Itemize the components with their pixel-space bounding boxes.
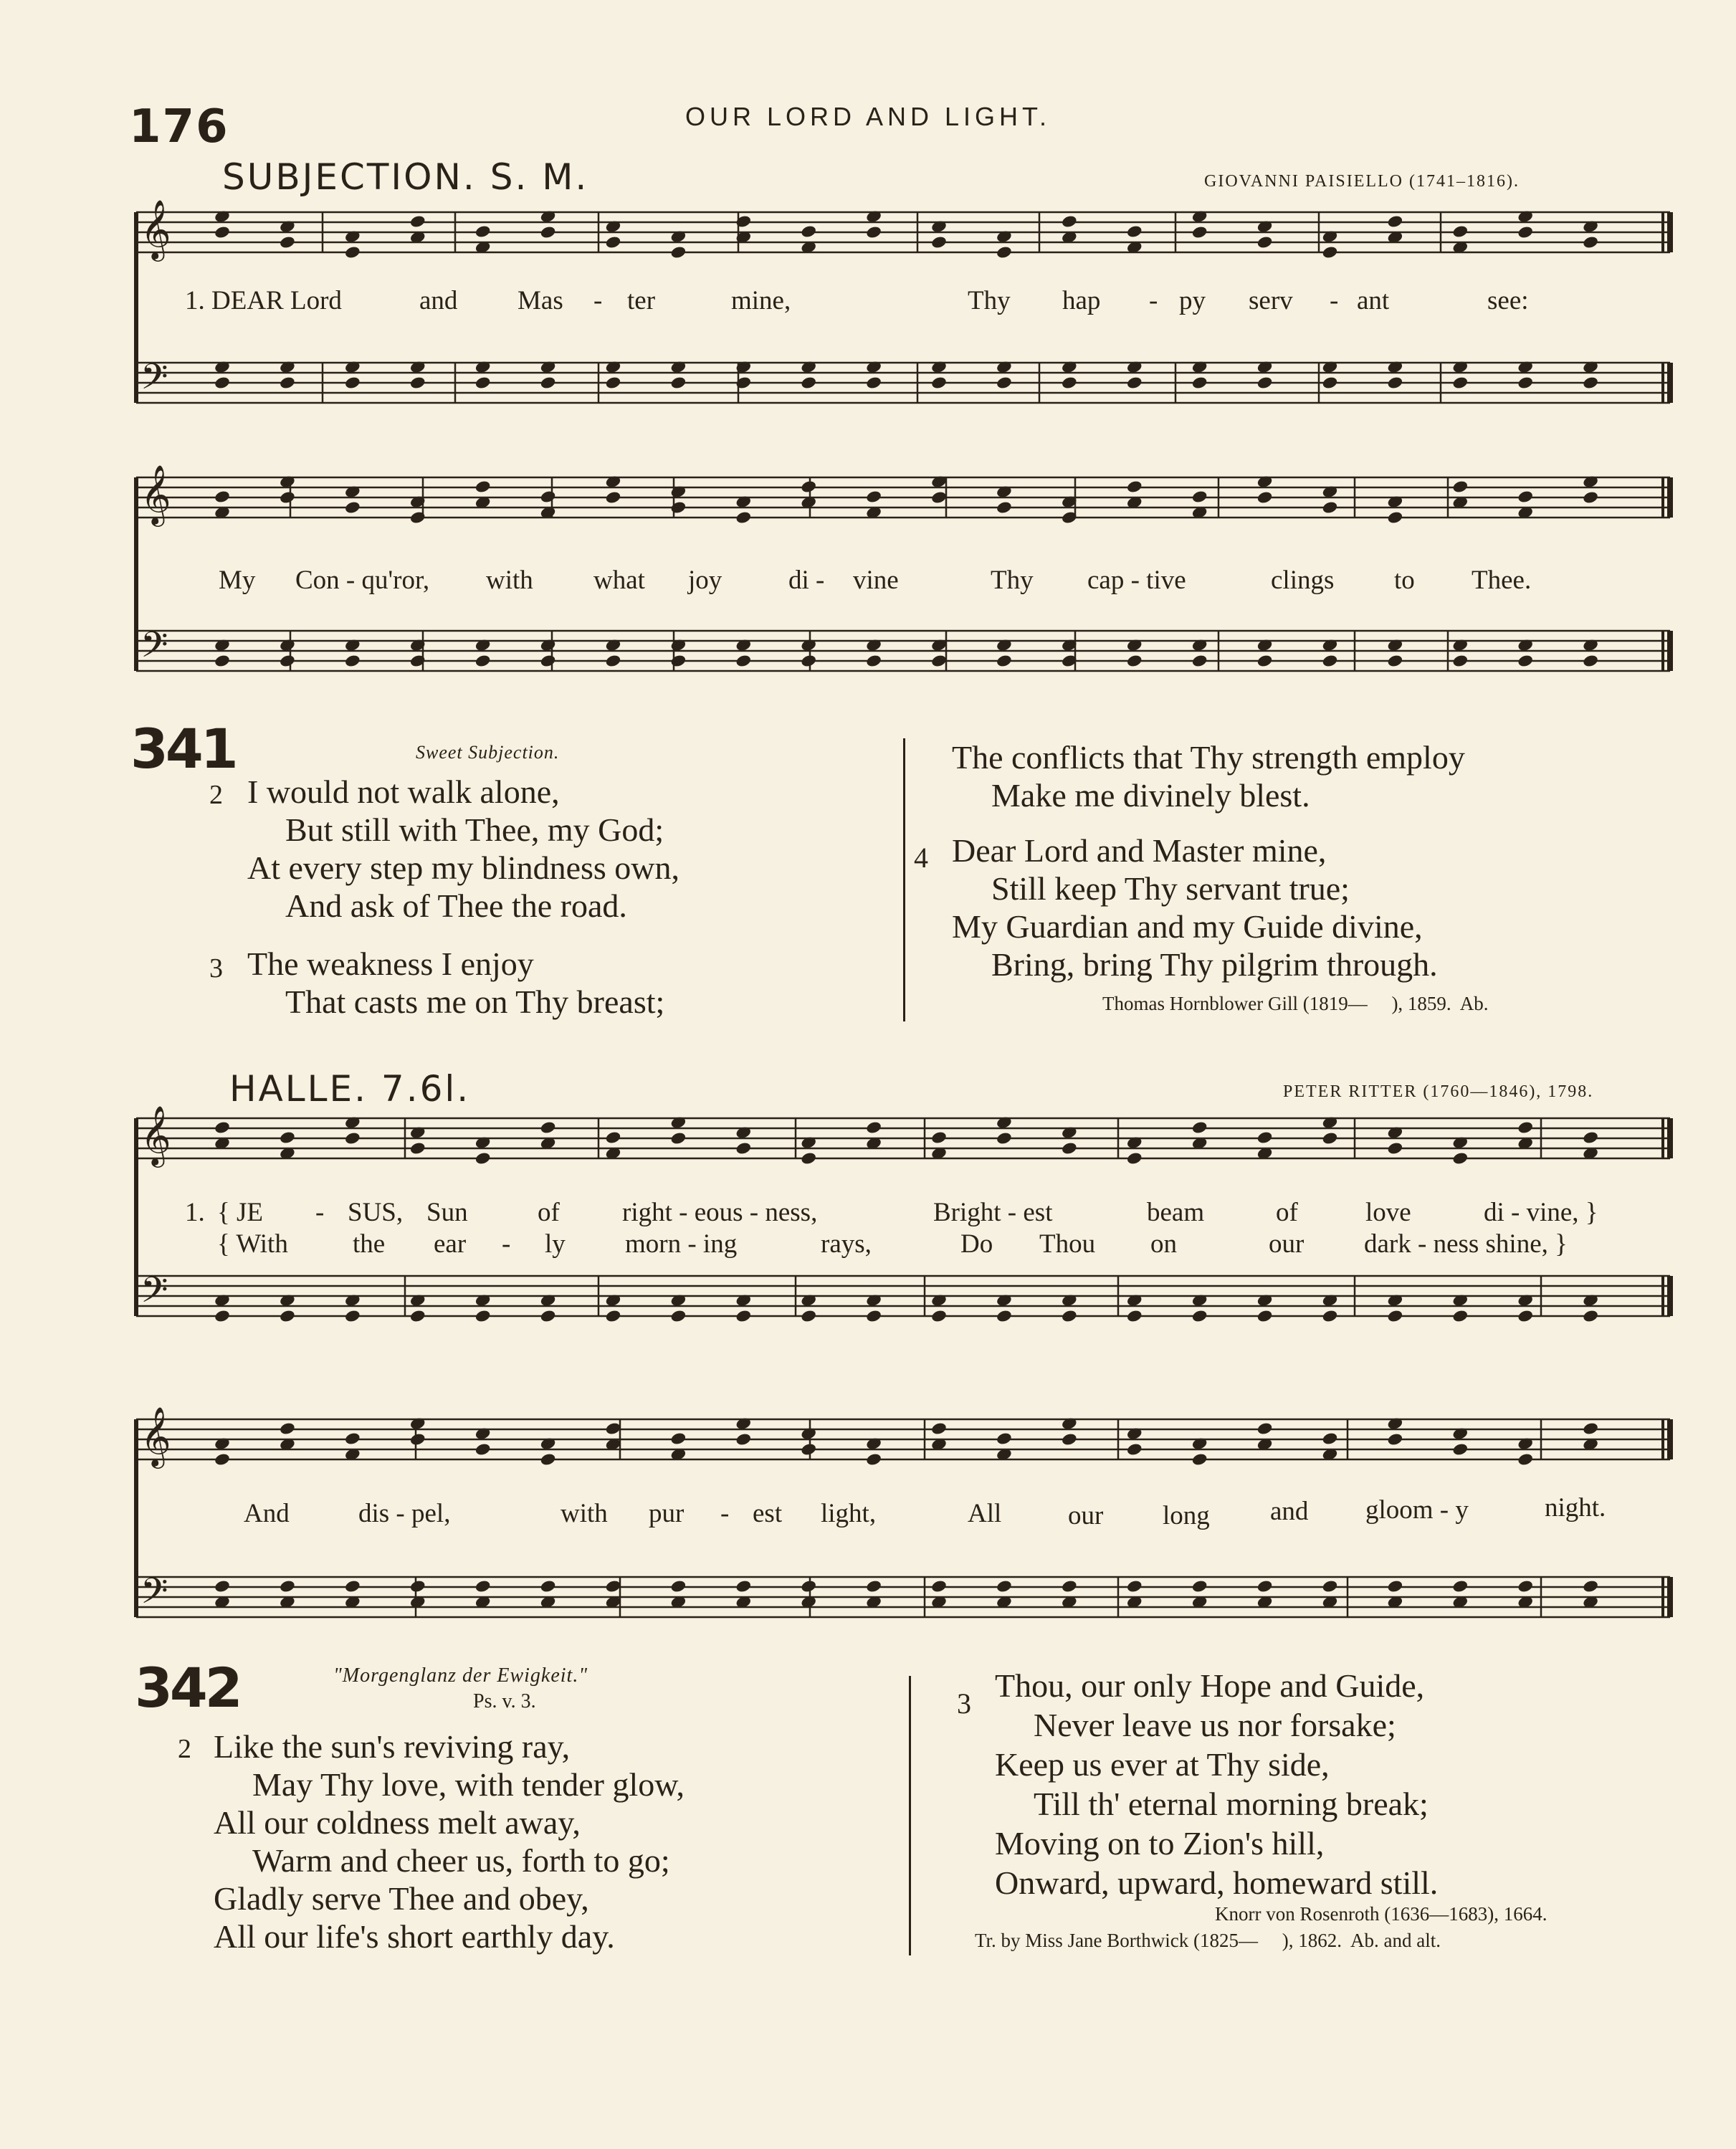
treble-clef: 𝄞 bbox=[140, 1105, 171, 1165]
lyric-syllable: morn - ing bbox=[625, 1229, 738, 1259]
notehead bbox=[1126, 1442, 1143, 1457]
verse-number: 2 bbox=[178, 1734, 191, 1764]
notehead bbox=[214, 490, 231, 504]
notehead bbox=[1256, 1421, 1274, 1436]
verse-line: All our coldness melt away, bbox=[214, 1804, 581, 1841]
notehead bbox=[670, 245, 687, 259]
notehead bbox=[1126, 654, 1143, 668]
notehead bbox=[1191, 490, 1208, 504]
lyric-syllable: of bbox=[1276, 1198, 1298, 1227]
notehead bbox=[279, 235, 296, 249]
notehead bbox=[670, 376, 687, 390]
lyric-syllable: py bbox=[1179, 286, 1206, 315]
notehead bbox=[540, 490, 557, 504]
notehead bbox=[670, 1579, 687, 1593]
verse-line: May Thy love, with tender glow, bbox=[252, 1766, 685, 1803]
notehead bbox=[1517, 376, 1534, 390]
notehead bbox=[865, 1452, 882, 1467]
notehead bbox=[1191, 654, 1208, 668]
verse-line: And ask of Thee the road. bbox=[285, 887, 627, 924]
notehead bbox=[1061, 214, 1078, 229]
notehead bbox=[1126, 1579, 1143, 1593]
author-credit-342: Knorr von Rosenroth (1636—1683), 1664. bbox=[1215, 1903, 1547, 1925]
notehead bbox=[1061, 376, 1078, 390]
notehead bbox=[800, 1151, 817, 1166]
notehead bbox=[1061, 1579, 1078, 1593]
verse-line: Like the sun's reviving ray, bbox=[214, 1728, 571, 1765]
notehead bbox=[1126, 376, 1143, 390]
notehead bbox=[409, 1579, 426, 1593]
notehead bbox=[474, 654, 492, 668]
notehead bbox=[1387, 1309, 1404, 1323]
notehead bbox=[605, 376, 622, 390]
tune-composer-halle: PETER RITTER (1760—1846), 1798. bbox=[1283, 1082, 1594, 1101]
lyric-syllable: gloom - y bbox=[1365, 1495, 1469, 1525]
notehead bbox=[1451, 224, 1469, 239]
notehead bbox=[279, 1421, 296, 1436]
notehead bbox=[1517, 225, 1534, 239]
notehead bbox=[996, 654, 1013, 668]
notehead bbox=[1387, 214, 1404, 229]
lyric-syllable: ant bbox=[1357, 286, 1390, 315]
tune-title-subjection: SUBJECTION. S. M. bbox=[222, 156, 589, 198]
lyric-syllable: - bbox=[502, 1229, 511, 1259]
notehead bbox=[474, 1309, 492, 1323]
notehead bbox=[1517, 1579, 1534, 1593]
notehead bbox=[1126, 480, 1143, 494]
page-number: 176 bbox=[129, 100, 229, 153]
notehead bbox=[1256, 654, 1274, 668]
lyric-syllable: our bbox=[1269, 1229, 1305, 1259]
author-credit-341: Thomas Hornblower Gill (1819— ), 1859. Ab. bbox=[1102, 993, 1489, 1014]
notehead bbox=[214, 654, 231, 668]
verse-line: That casts me on Thy breast; bbox=[285, 983, 665, 1020]
lyric-syllable: beam bbox=[1147, 1198, 1205, 1227]
lyric-syllable: right - eous - ness, bbox=[622, 1198, 818, 1227]
lyric-syllable: long bbox=[1163, 1501, 1210, 1530]
lyric-syllable: cap - tive bbox=[1087, 566, 1186, 595]
notehead bbox=[1061, 1141, 1078, 1155]
notehead bbox=[735, 654, 752, 668]
lyric-syllable: night. bbox=[1545, 1493, 1606, 1523]
notehead bbox=[1517, 1309, 1534, 1323]
verse-number: 4 bbox=[914, 842, 928, 874]
notehead bbox=[865, 1579, 882, 1593]
notehead bbox=[1387, 1432, 1404, 1447]
notehead bbox=[540, 654, 557, 668]
lyric-syllable: hap bbox=[1062, 286, 1101, 315]
notehead bbox=[605, 490, 622, 505]
notehead bbox=[1582, 235, 1599, 249]
verse-line: At every step my blindness own, bbox=[247, 849, 680, 886]
notehead bbox=[735, 1579, 752, 1593]
notehead bbox=[800, 1442, 817, 1457]
notehead bbox=[670, 1309, 687, 1323]
notehead bbox=[930, 376, 948, 390]
lyric-syllable: Thy bbox=[991, 566, 1034, 595]
notehead bbox=[1126, 1151, 1143, 1166]
notehead bbox=[409, 1432, 426, 1447]
lyric-syllable: - bbox=[315, 1198, 325, 1227]
notehead bbox=[1256, 235, 1274, 249]
notehead bbox=[865, 1120, 882, 1135]
notehead bbox=[540, 1309, 557, 1323]
notehead bbox=[1582, 376, 1599, 390]
notehead bbox=[1451, 1579, 1469, 1593]
notehead bbox=[1322, 1131, 1339, 1145]
notehead bbox=[540, 1579, 557, 1593]
notehead bbox=[474, 224, 492, 239]
lyric-syllable: joy bbox=[688, 566, 722, 595]
notehead bbox=[344, 245, 361, 259]
notehead bbox=[214, 376, 231, 390]
notehead bbox=[670, 1131, 687, 1145]
notehead bbox=[800, 480, 817, 494]
notehead bbox=[474, 480, 492, 494]
notehead bbox=[279, 490, 296, 505]
notehead bbox=[214, 1309, 231, 1323]
notehead bbox=[670, 500, 687, 515]
verse-line: Never leave us nor forsake; bbox=[1034, 1707, 1396, 1743]
notehead bbox=[996, 1131, 1013, 1145]
notehead bbox=[605, 235, 622, 249]
notehead bbox=[1517, 1120, 1534, 1135]
treble-clef: 𝄞 bbox=[140, 199, 171, 259]
notehead bbox=[474, 1151, 492, 1166]
notehead bbox=[214, 225, 231, 239]
notehead bbox=[1061, 1432, 1078, 1447]
notehead bbox=[279, 1130, 296, 1145]
notehead bbox=[996, 1309, 1013, 1323]
bass-clef: 𝄢 bbox=[140, 1269, 168, 1320]
notehead bbox=[344, 500, 361, 515]
lyric-syllable: di - vine, } bbox=[1484, 1198, 1598, 1227]
notehead bbox=[930, 654, 948, 668]
notehead bbox=[1387, 654, 1404, 668]
notehead bbox=[800, 224, 817, 239]
scripture-reference: Ps. v. 3. bbox=[473, 1690, 536, 1712]
notehead bbox=[1256, 376, 1274, 390]
lyric-syllable: and bbox=[1270, 1497, 1309, 1526]
verse-line: Make me divinely blest. bbox=[991, 777, 1310, 814]
notehead bbox=[540, 376, 557, 390]
verse-line: Moving on to Zion's hill, bbox=[995, 1825, 1325, 1862]
notehead bbox=[735, 510, 752, 525]
notehead bbox=[735, 1309, 752, 1323]
lyric-syllable: Mas bbox=[518, 286, 563, 315]
notehead bbox=[930, 235, 948, 249]
verse-number: 3 bbox=[957, 1687, 971, 1720]
lyric-syllable: Bright - est bbox=[933, 1198, 1053, 1227]
bass-clef: 𝄢 bbox=[140, 1571, 168, 1621]
notehead bbox=[1256, 1579, 1274, 1593]
lyric-syllable: SUS, bbox=[348, 1198, 404, 1227]
column-divider bbox=[903, 738, 905, 1021]
notehead bbox=[996, 1431, 1013, 1446]
lyric-syllable: on bbox=[1150, 1229, 1177, 1259]
notehead bbox=[1451, 376, 1469, 390]
notehead bbox=[1517, 490, 1534, 504]
notehead bbox=[214, 1452, 231, 1467]
verse-line: But still with Thee, my God; bbox=[285, 811, 664, 848]
notehead bbox=[1191, 1579, 1208, 1593]
notehead bbox=[1191, 1452, 1208, 1467]
verse-line: Thou, our only Hope and Guide, bbox=[995, 1667, 1425, 1704]
notehead bbox=[930, 1309, 948, 1323]
notehead bbox=[865, 490, 882, 504]
notehead bbox=[1322, 654, 1339, 668]
notehead bbox=[474, 1442, 492, 1457]
hymn-subtitle-341: Sweet Subjection. bbox=[416, 742, 560, 763]
verse-line: Dear Lord and Master mine, bbox=[952, 832, 1327, 869]
notehead bbox=[1451, 1309, 1469, 1323]
notehead bbox=[865, 376, 882, 390]
notehead bbox=[1126, 1309, 1143, 1323]
notehead bbox=[1582, 1579, 1599, 1593]
lyric-syllable: Thy bbox=[968, 286, 1011, 315]
notehead bbox=[930, 1579, 948, 1593]
lyric-syllable: ear bbox=[434, 1229, 467, 1259]
notehead bbox=[1582, 1309, 1599, 1323]
notehead bbox=[409, 1141, 426, 1155]
notehead bbox=[1582, 654, 1599, 668]
verse-line: I would not walk alone, bbox=[247, 773, 560, 810]
notehead bbox=[800, 654, 817, 668]
lyric-syllable: rays, bbox=[821, 1229, 872, 1259]
notehead bbox=[1517, 654, 1534, 668]
lyric-syllable: Do bbox=[960, 1229, 993, 1259]
notehead bbox=[344, 1309, 361, 1323]
running-title: OUR LORD AND LIGHT. bbox=[685, 102, 1051, 131]
notehead bbox=[1256, 490, 1274, 505]
lyric-syllable: clings bbox=[1271, 566, 1335, 595]
notehead bbox=[996, 245, 1013, 259]
notehead bbox=[474, 1579, 492, 1593]
lyric-syllable: And bbox=[244, 1499, 290, 1528]
bass-clef: 𝄢 bbox=[140, 356, 168, 406]
notehead bbox=[474, 376, 492, 390]
lyric-syllable: { JE bbox=[217, 1198, 264, 1227]
lyric-syllable: All bbox=[968, 1499, 1002, 1528]
notehead bbox=[800, 376, 817, 390]
lyric-syllable: what bbox=[593, 566, 645, 595]
notehead bbox=[279, 654, 296, 668]
bass-clef: 𝄢 bbox=[140, 624, 168, 675]
lyric-syllable: ter bbox=[627, 286, 656, 315]
notehead bbox=[1322, 1309, 1339, 1323]
tune-title-halle: HALLE. 7.6l. bbox=[229, 1068, 471, 1110]
lyric-syllable: dark - ness shine, } bbox=[1364, 1229, 1568, 1259]
verse-line: Warm and cheer us, forth to go; bbox=[252, 1842, 670, 1879]
notehead bbox=[409, 1309, 426, 1323]
notehead bbox=[1451, 1151, 1469, 1166]
translator-credit-342: Tr. by Miss Jane Borthwick (1825— ), 1862. Ab. and alt. bbox=[975, 1930, 1441, 1951]
verse-line: Onward, upward, homeward still. bbox=[995, 1864, 1439, 1901]
lyric-syllable: pur bbox=[649, 1499, 685, 1528]
notehead bbox=[344, 1431, 361, 1446]
notehead bbox=[1256, 1309, 1274, 1323]
lyric-syllable: the bbox=[353, 1229, 386, 1259]
notehead bbox=[930, 1421, 948, 1436]
lyric-syllable: Thou bbox=[1039, 1229, 1096, 1259]
verse-number: 1. bbox=[185, 1198, 205, 1227]
lyric-syllable: with bbox=[486, 566, 533, 595]
lyric-syllable: - bbox=[1330, 286, 1339, 315]
lyric-syllable: love bbox=[1365, 1198, 1411, 1227]
notehead bbox=[1256, 1130, 1274, 1145]
lyric-syllable: - bbox=[593, 286, 603, 315]
lyric-syllable: vine bbox=[853, 566, 899, 595]
notehead bbox=[930, 1130, 948, 1145]
verse-line: Till th' eternal morning break; bbox=[1034, 1786, 1429, 1822]
notehead bbox=[605, 1421, 622, 1436]
notehead bbox=[1191, 1120, 1208, 1135]
hymn-subtitle-342: "Morgenglanz der Ewigkeit." bbox=[333, 1664, 588, 1687]
notehead bbox=[1387, 1141, 1404, 1155]
notehead bbox=[540, 225, 557, 239]
notehead bbox=[800, 1579, 817, 1593]
notehead bbox=[1517, 1452, 1534, 1467]
lyric-syllable: Thee. bbox=[1472, 566, 1532, 595]
lyric-syllable: di - bbox=[788, 566, 825, 595]
lyric-syllable: - bbox=[720, 1499, 730, 1528]
notehead bbox=[1387, 1579, 1404, 1593]
notehead bbox=[279, 1309, 296, 1323]
notehead bbox=[1322, 1431, 1339, 1446]
lyric-syllable: dis - pel, bbox=[358, 1499, 451, 1528]
notehead bbox=[1126, 224, 1143, 239]
lyric-syllable: { With bbox=[217, 1229, 288, 1259]
treble-clef: 𝄞 bbox=[140, 464, 171, 524]
verse-line: Bring, bring Thy pilgrim through. bbox=[991, 946, 1438, 983]
verse-line: Gladly serve Thee and obey, bbox=[214, 1880, 589, 1917]
notehead bbox=[1451, 654, 1469, 668]
lyric-syllable: with bbox=[561, 1499, 608, 1528]
notehead bbox=[605, 1130, 622, 1145]
notehead bbox=[1582, 1130, 1599, 1145]
notehead bbox=[1387, 376, 1404, 390]
notehead bbox=[344, 376, 361, 390]
verse-line: Still keep Thy servant true; bbox=[991, 870, 1350, 907]
notehead bbox=[1191, 376, 1208, 390]
lyric-syllable: light, bbox=[821, 1499, 877, 1528]
notehead bbox=[735, 1432, 752, 1447]
lyric-syllable: mine, bbox=[731, 286, 791, 315]
notehead bbox=[1191, 225, 1208, 239]
treble-clef: 𝄞 bbox=[140, 1406, 171, 1466]
verse-line: Keep us ever at Thy side, bbox=[995, 1746, 1330, 1783]
notehead bbox=[865, 225, 882, 239]
lyric-syllable: see: bbox=[1487, 286, 1529, 315]
hymn-number-342: 342 bbox=[135, 1656, 240, 1720]
notehead bbox=[344, 1131, 361, 1145]
notehead bbox=[1451, 480, 1469, 494]
notehead bbox=[1387, 510, 1404, 525]
notehead bbox=[1322, 376, 1339, 390]
notehead bbox=[540, 1452, 557, 1467]
verse-number: 3 bbox=[209, 953, 223, 983]
lyric-syllable: our bbox=[1068, 1501, 1104, 1530]
lyric-syllable: of bbox=[538, 1198, 560, 1227]
notehead bbox=[1061, 1309, 1078, 1323]
notehead bbox=[735, 1141, 752, 1155]
notehead bbox=[1582, 490, 1599, 505]
notehead bbox=[409, 376, 426, 390]
verse-number: 2 bbox=[209, 780, 223, 810]
notehead bbox=[605, 1579, 622, 1593]
tune-composer-subjection: GIOVANNI PAISIELLO (1741–1816). bbox=[1204, 172, 1520, 191]
notehead bbox=[865, 654, 882, 668]
notehead bbox=[279, 376, 296, 390]
notehead bbox=[670, 1431, 687, 1446]
lyric-syllable: serv bbox=[1249, 286, 1293, 315]
verse-line: The conflicts that Thy strength employ bbox=[952, 739, 1465, 776]
lyric-syllable: and bbox=[419, 286, 458, 315]
notehead bbox=[800, 1309, 817, 1323]
verse-line: My Guardian and my Guide divine, bbox=[952, 908, 1423, 945]
lyric-syllable: Sun bbox=[426, 1198, 468, 1227]
column-divider bbox=[909, 1676, 911, 1955]
notehead bbox=[1451, 1442, 1469, 1457]
notehead bbox=[1582, 1421, 1599, 1436]
notehead bbox=[865, 1309, 882, 1323]
notehead bbox=[540, 1120, 557, 1135]
notehead bbox=[344, 1579, 361, 1593]
lyric-syllable: ly bbox=[545, 1229, 566, 1259]
lyric-syllable: est bbox=[753, 1499, 783, 1528]
notehead bbox=[996, 376, 1013, 390]
notehead bbox=[930, 490, 948, 505]
notehead bbox=[1322, 500, 1339, 515]
lyric-syllable: My bbox=[219, 566, 256, 595]
notehead bbox=[996, 500, 1013, 515]
notehead bbox=[996, 1579, 1013, 1593]
lyric-syllable: 1. DEAR Lord bbox=[185, 286, 342, 315]
verse-line: All our life's short earthly day. bbox=[214, 1918, 615, 1955]
notehead bbox=[1322, 1579, 1339, 1593]
notehead bbox=[605, 1309, 622, 1323]
notehead bbox=[214, 1579, 231, 1593]
notehead bbox=[1191, 1309, 1208, 1323]
verse-line: The weakness I enjoy bbox=[247, 945, 534, 982]
lyric-syllable: to bbox=[1394, 566, 1415, 595]
notehead bbox=[214, 1120, 231, 1135]
notehead bbox=[344, 654, 361, 668]
notehead bbox=[1322, 245, 1339, 259]
notehead bbox=[409, 214, 426, 229]
hymn-number-341: 341 bbox=[130, 717, 236, 781]
notehead bbox=[279, 1579, 296, 1593]
notehead bbox=[670, 654, 687, 668]
notehead bbox=[605, 654, 622, 668]
lyric-syllable: - bbox=[1149, 286, 1158, 315]
lyric-syllable: Con - qu'ror, bbox=[295, 566, 430, 595]
